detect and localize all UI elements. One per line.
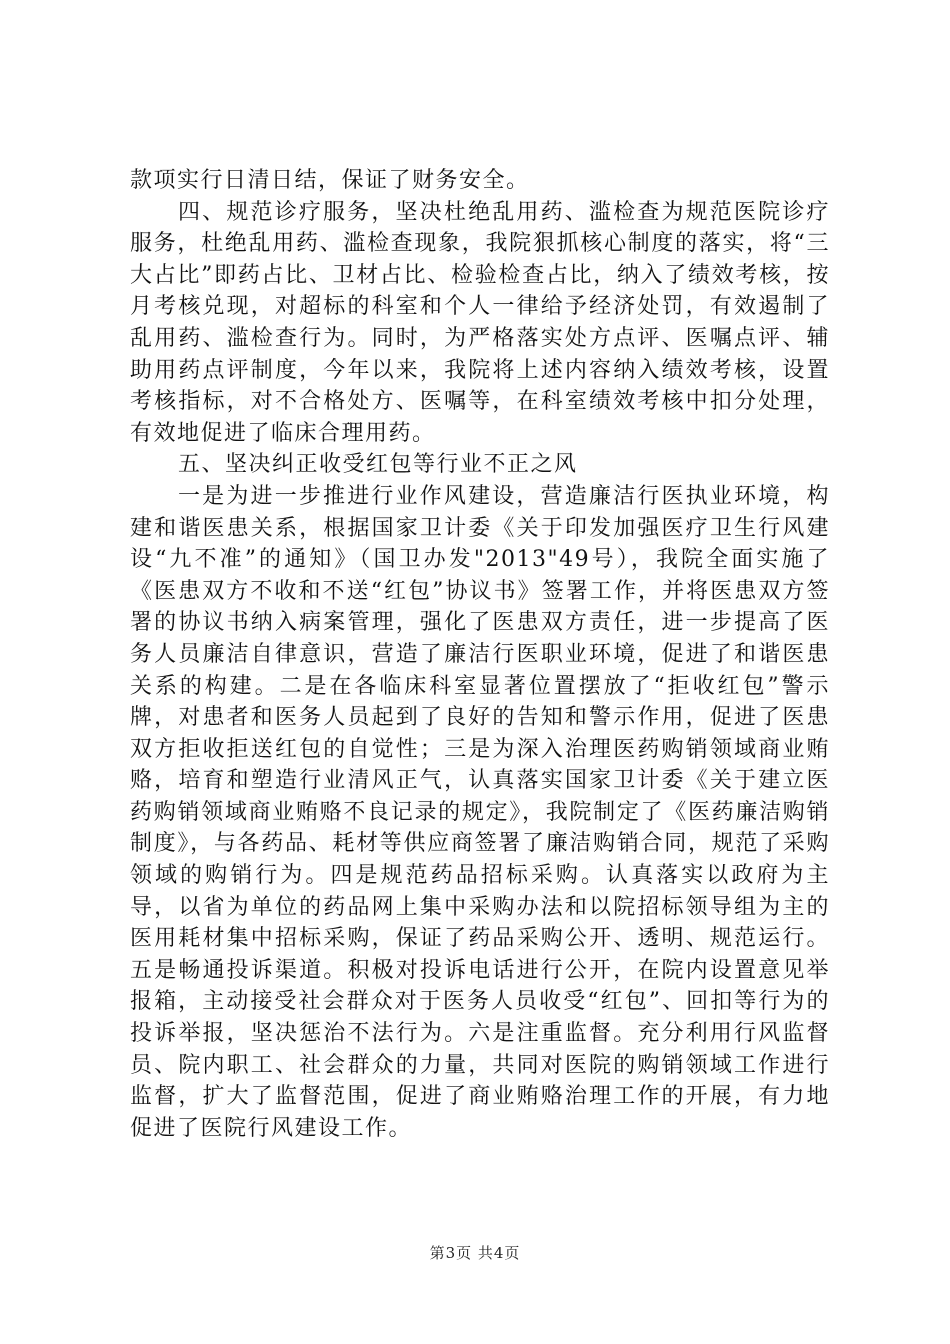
paragraph-anti-bribery-measures: 一是为进一步推进行业作风建设，营造廉洁行医执业环境，构建和谐医患关系，根据国家卫计委《关于印发加强医疗卫生行风建设“九不准”的通知》（国卫办发"2013"49号），我院全面实施了《医患双方不收和不送“红包”协议书》签署工作，并将医患双方签署的协议书纳入病案管理，强化了医患双方责任，进一步提高了医务人员廉洁自律意识，营造了廉洁行医职业环境，促进了和谐医患关系的构建。二是在各临床科室显著位置摆放了“拒收红包”警示牌，对患者和医务人员起到了良好的告知和警示作用，促进了医患双方拒收拒送红包的自觉性；三是为深入治理医药购销领域商业贿赂，培育和塑造行业清风正气，认真落实国家卫计委《关于建立医药购销领域商业贿赂不良记录的规定》，我院制定了《医药廉洁购销制度》，与各药品、耗材等供应商签署了廉洁购销合同，规范了采购领域的购销行为。四是规范药品招标采购。认真落实以政府为主导，以省为单位的药品网上集中采购办法和以院招标领导组为主的医用耗材集中招标采购，保证了药品采购公开、透明、规范运行。五是畅通投诉渠道。积极对投诉电话进行公开，在院内设置意见举报箱，主动接受社会群众对于医务人员收受“红包”、回扣等行为的投诉举报，坚决惩治不法行为。六是注重监督。充分利用行风监督员、院内职工、社会群众的力量，共同对医院的购销领域工作进行监督，扩大了监督范围，促进了商业贿赂治理工作的开展，有力地促进了医院行风建设工作。 (130, 483, 830, 1141)
page-number-footer: 第3页 共4页 (429, 1244, 521, 1262)
section-heading-red-envelope: 五、坚决纠正收受红包等行业不正之风 (178, 452, 578, 478)
paragraph-standardize-diagnosis: 四、规范诊疗服务，坚决杜绝乱用药、滥检查为规范医院诊疗服务，杜绝乱用药、滥检查现象，我院狠抓核心制度的落实，将“三大占比”即药占比、卫材占比、检验检查占比，纳入了绩效考核，按月考核兑现，对超标的科室和个人一律给予经济处罚，有效遏制了乱用药、滥检查行为。同时，为严格落实处方点评、医嘱点评、辅助用药点评制度，今年以来，我院将上述内容纳入绩效考核，设置考核指标，对不合格处方、医嘱等，在科室绩效考核中扣分处理，有效地促进了临床合理用药。 (130, 199, 830, 446)
document-body (130, 165, 830, 1144)
paragraph-finance-safety: 款项实行日清日结，保证了财务安全。 (130, 168, 530, 193)
